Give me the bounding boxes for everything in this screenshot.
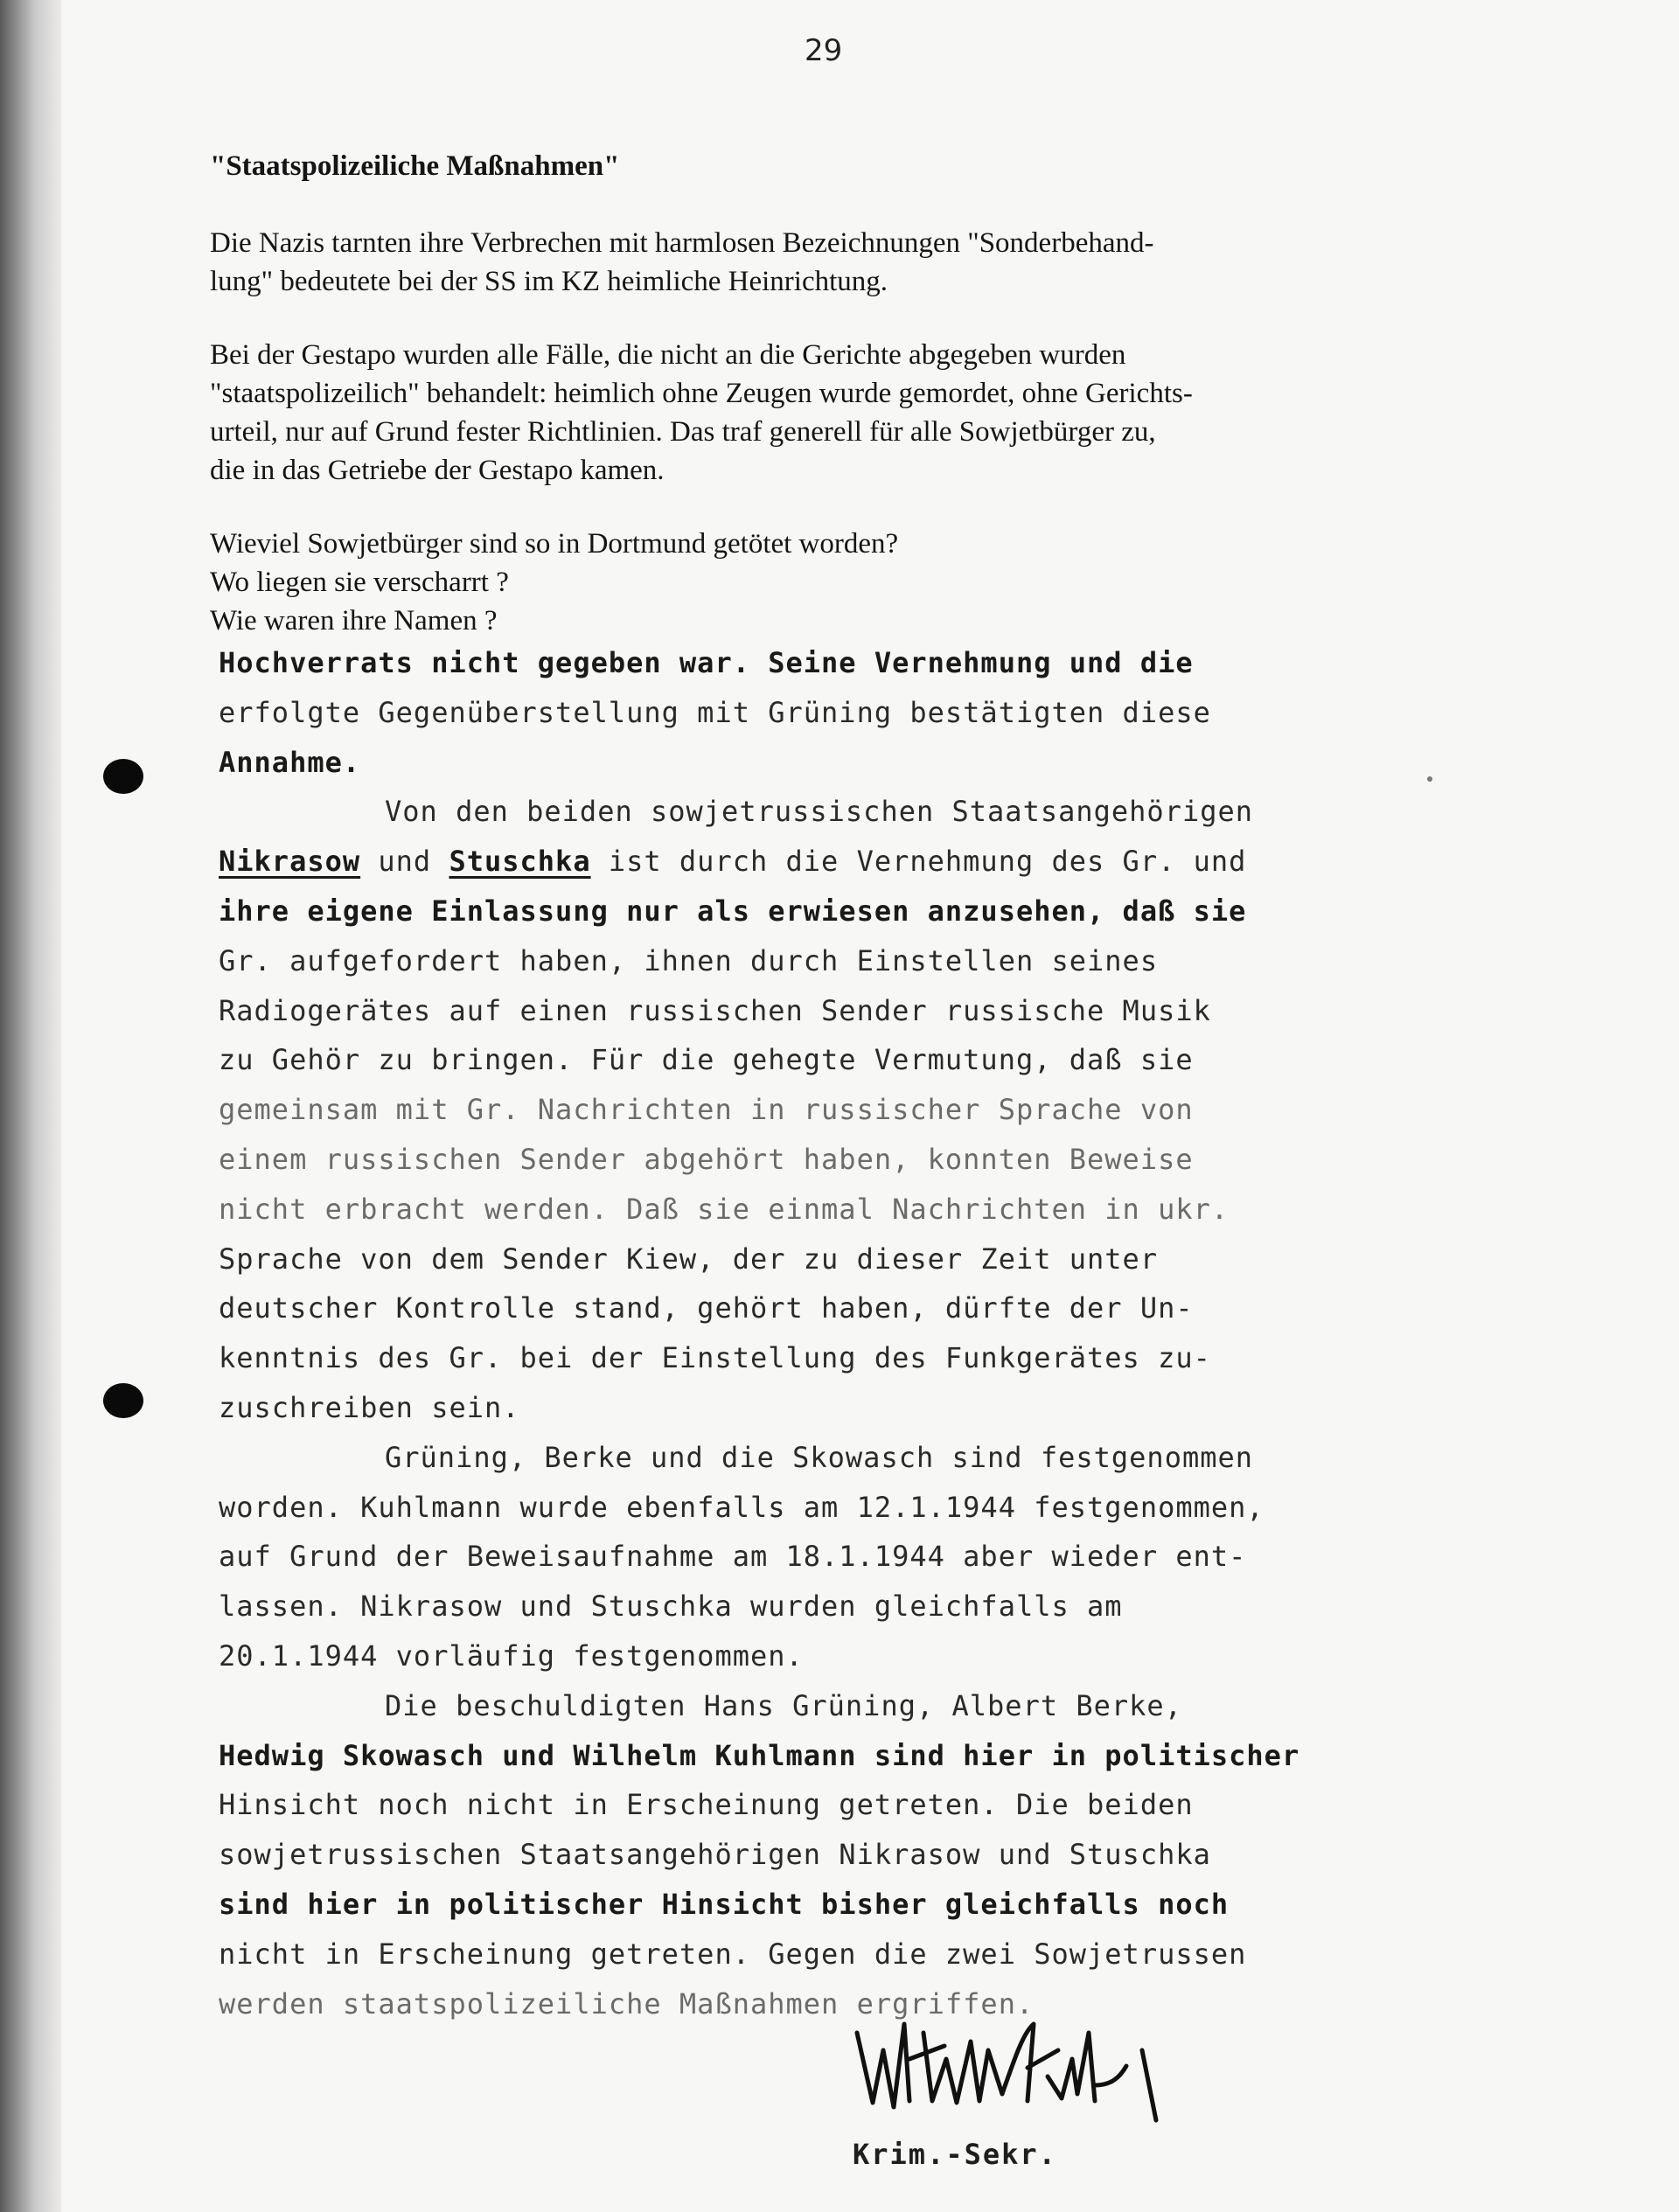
- text-line: Bei der Gestapo wurden alle Fälle, die nicht an die Gerichte abgegeben wurden: [210, 339, 1126, 371]
- typed-line: einem russischen Sender abgehört haben, konnten Beweise: [219, 1142, 1194, 1176]
- page-number: 29: [805, 33, 843, 68]
- typed-line: sowjetrussischen Staatsangehörigen Nikrasow und Stuschka: [219, 1838, 1211, 1872]
- typed-line: Grüning, Berke und die Skowasch sind festgenommen: [385, 1440, 1254, 1474]
- typed-line: lassen. Nikrasow und Stuschka wurden gleichfalls am: [219, 1589, 1123, 1624]
- typed-line: Gr. aufgefordert haben, ihnen durch Einstellen seines: [219, 943, 1159, 977]
- typed-line: Die beschuldigten Hans Grüning, Albert Berke,: [385, 1688, 1182, 1722]
- typed-line: Hinsicht noch nicht in Erscheinung getreten. Die beiden: [219, 1788, 1194, 1822]
- typed-line: erfolgte Gegenüberstellung mit Grüning bestätigten diese: [219, 695, 1211, 729]
- punch-hole: [103, 759, 143, 794]
- question-line: Wieviel Sowjetbürger sind so in Dortmund getötet worden?: [210, 528, 899, 560]
- text-line: urteil, nur auf Grund fester Richtlinien. Das traf generell für alle Sowjetbürger zu,: [210, 416, 1156, 448]
- typed-line: Radiogerätes auf einen russischen Sender russische Musik: [219, 993, 1211, 1027]
- typed-line: worden. Kuhlmann wurde ebenfalls am 12.1.1944 festgenommen,: [219, 1490, 1264, 1524]
- typed-line: Von den beiden sowjetrussischen Staatsangehörigen: [385, 795, 1254, 829]
- typewritten-section: [219, 638, 1495, 2028]
- text-line: Die Nazis tarnten ihre Verbrechen mit harmlosen Bezeichnungen "Sonderbehand-: [210, 227, 1154, 259]
- typed-line: zu Gehör zu bringen. Für die gehegte Vermutung, daß sie: [219, 1043, 1194, 1077]
- typed-line: Hedwig Skowasch und Wilhelm Kuhlmann sind hier in politischer: [219, 1738, 1300, 1772]
- typed-line: nicht in Erscheinung getreten. Gegen die zwei Sowjetrussen: [219, 1937, 1247, 1971]
- typed-line: 20.1.1944 vorläufig festgenommen.: [219, 1638, 804, 1673]
- paragraph-nazis: [210, 224, 1522, 301]
- typed-line: gemeinsam mit Gr. Nachrichten in russischer Sprache von: [219, 1093, 1194, 1127]
- typeset-section: [210, 147, 1522, 640]
- typed-fragment: und: [360, 845, 449, 879]
- typed-line: ihre eigene Einlassung nur als erwiesen anzusehen, daß sie: [219, 894, 1247, 928]
- typed-line: [219, 837, 1495, 887]
- typed-line: Sprache von dem Sender Kiew, der zu dieser Zeit unter: [219, 1242, 1159, 1276]
- typed-line: auf Grund der Beweisaufnahme am 18.1.1944 aber wieder ent-: [219, 1540, 1247, 1574]
- typed-line: zuschreiben sein.: [219, 1390, 520, 1424]
- binding-edge: [0, 0, 61, 2212]
- signature-title: Krim.-Sekr.: [853, 2138, 1057, 2171]
- text-line: "staatspolizeilich" behandelt: heimlich ohne Zeugen wurde gemordet, ohne Gerichts-: [210, 378, 1193, 409]
- text-line: lung" bedeutete bei der SS im KZ heimliche Heinrichtung.: [210, 266, 888, 297]
- typed-line: kenntnis des Gr. bei der Einstellung des Funkgerätes zu-: [219, 1341, 1211, 1375]
- text-line: die in das Getriebe der Gestapo kamen.: [210, 455, 665, 486]
- underlined-name: Nikrasow: [219, 845, 361, 879]
- handwritten-signature: [848, 1998, 1198, 2129]
- typed-line: sind hier in politischer Hinsicht bisher gleichfalls noch: [219, 1887, 1230, 1921]
- typed-line: deutscher Kontrolle stand, gehört haben, dürfte der Un-: [219, 1291, 1194, 1325]
- typed-line: Hochverrats nicht gegeben war. Seine Vernehmung und die: [219, 646, 1194, 679]
- typed-fragment: ist durch die Vernehmung des Gr. und: [590, 845, 1247, 879]
- typed-line: werden staatspolizeiliche Maßnahmen ergriffen.: [219, 1986, 1035, 2021]
- punch-hole: [103, 1383, 143, 1418]
- typed-line: Annahme.: [219, 745, 361, 779]
- paragraph-gestapo: [210, 336, 1522, 490]
- section-heading: "Staatspolizeiliche Maßnahmen": [210, 150, 620, 182]
- questions: [210, 525, 1522, 640]
- typed-line: nicht erbracht werden. Daß sie einmal Nachrichten in ukr.: [219, 1192, 1230, 1226]
- question-line: Wo liegen sie verscharrt ?: [210, 567, 509, 598]
- underlined-name: Stuschka: [449, 845, 591, 879]
- question-line: Wie waren ihre Namen ?: [210, 605, 498, 636]
